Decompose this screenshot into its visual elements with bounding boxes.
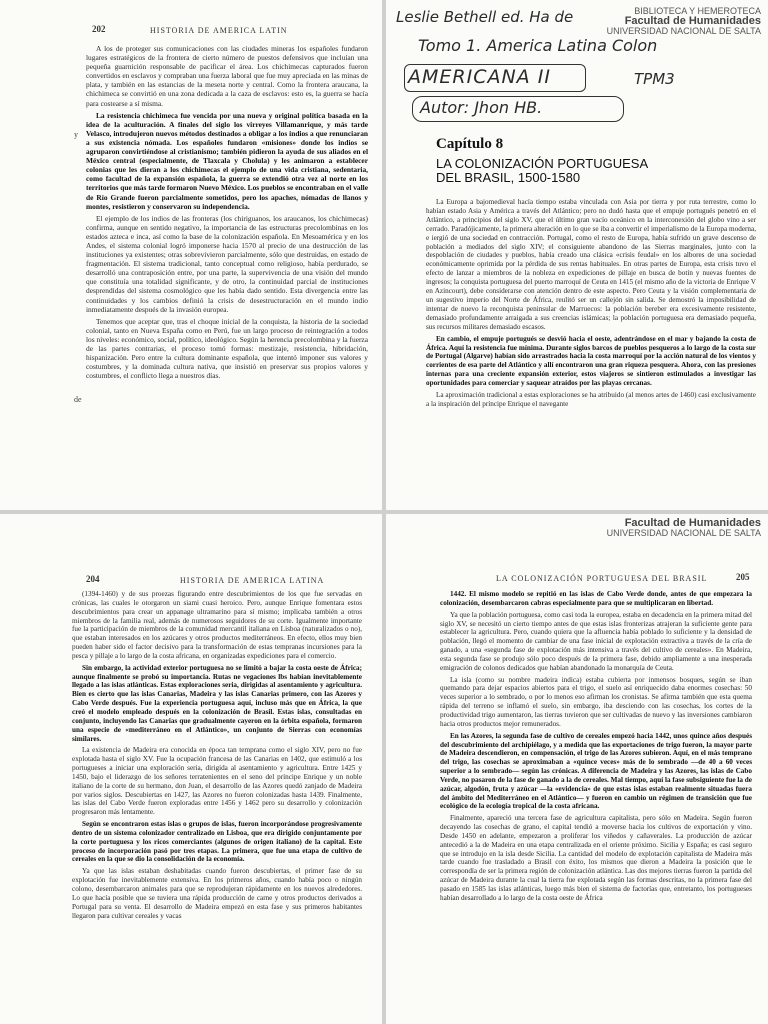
paragraph: A los de proteger sus comunicaciones con las ciudades mineras los españoles fundaron lugares estratégicos de la frontera de cierto número de puestos defensivos que incluían una pequeña guarnición responsable de pacificar el área. Los chichimecas capturados fueron convertidos en esclavos y compraban una fuerza laboral que fue muy apreciada en las minas de plata, y también en las estancias de la meseta norte y central. Como la frontera araucana, la chichimeca se convirtió en una zona dedicada a la caza de esclavos: esto es, la guerra se hacía para costearse a sí misma. — [86, 44, 368, 108]
handwritten-line: Leslie Bethell ed. Ha de — [396, 8, 574, 26]
chapter-title-line: LA COLONIZACIÓN PORTUGUESA — [436, 156, 649, 171]
stamp-line: UNIVERSIDAD NACIONAL DE SALTA — [606, 528, 761, 538]
chapter-label: Capítulo 8 — [436, 136, 504, 152]
chapter-title-line: DEL BRASIL, 1500-1580 — [436, 170, 581, 185]
paragraph: 1442. El mismo modelo se repitió en las islas de Cabo Verde donde, antes de que empezara la colonización, desembarcaron cabras especialmente para que se multiplicaran en libertad. — [440, 590, 752, 607]
margin-mark: de — [74, 395, 82, 404]
page-202-body — [86, 44, 368, 383]
paragraph: Ya que las islas estaban deshabitadas cuando fueron descubiertas, el primer fase de su explotación fue inevitablemente extensiva. En los primeros años, cuando había poco o ningún colono, desembarcaron animales para que se reprodujeran rápidamente en los nuevos alrededores. Lo que hacía posible que se tuviera una rápida producción de carne y otros productos derivados a Portugal para su venta. El desarrollo de Madeira empezó en esta fase y sus primeros habitantes llegaron para cultivar cereales y vacas — [72, 867, 362, 920]
page-203-body — [426, 198, 756, 412]
paragraph: La isla (como su nombre madeira indica) estaba cubierta por inmensos bosques, según se iban quemando para dejar espacios abiertos para el trigo, el suelo así enriquecido daba enormes cosechas: 50 veces superior a lo sembrado, o por lo menos eso afirman los cronistas. Se afirma también que esta quema rápida del terreno se inflamó el suelo, sin embargo, iba desciendo con las cosechas, los cortes de la productividad trigo aumentaron, las tierras tuvieron que ser cultivadas de nuevo y las inversiones cambiaron hacia otros productos mejor remunerados. — [440, 675, 752, 728]
running-header: LA COLONIZACIÓN PORTUGUESA DEL BRASIL — [496, 574, 708, 583]
paragraph: Ya que la población portuguesa, como casi toda la europea, estaba en decadencia en la primera mitad del siglo XV, se necesitó un cierto tiempo antes de que estas islas fronterizas atrajeran la suficiente gente para establecer la agricultura. Pero, cuando quiera que la afluencia había poblado lo suficiente y la densidad de población, llegó el momento de cambiar de una fase inicial de explotación extractiva a través de la cría de ganado, a una «segunda fase de explotación más intensiva a través del cultivo de cereales». En Madeira, esta segunda fase se produjo sólo poco después de la primera fase, debido ampliamente a una inesperada emigración de colonos dedicados que habían abandonado la monarquía de Ceuta. — [440, 610, 752, 672]
running-header: HISTORIA DE AMERICA LATIN — [150, 26, 288, 35]
page-number: 205 — [736, 572, 750, 582]
paragraph: La existencia de Madeira era conocida en época tan temprana como el siglo XIV, pero no fue explotada hasta el siglo XV. Fue la ocupación francesa de las Canarias en 1402, que estimuló a los portugueses a iniciar una exploración seria, dirigida al asentamiento y agricultura. Entre 1425 y 1450, bajo el liderazgo de los señores terratenientes en el seno del príncipe Enrique y un noble italiano de la corte de su hermano, don Juan, el desarrollo de las Azores quedó zanjado de Madeira por varios siglos. Descubiertas en 1427, las Azores no fueron colonizadas hasta 1439. Finalmente, las islas del Cabo Verde fueron exploradas entre 1456 y 1462 pero su desarrollo y colonización progresaron más lentamente. — [72, 746, 362, 817]
paragraph: Según se encontraron estas islas o grupos de islas, fueron incorporándose progresivamente dentro de un sistema colonizador centralizado en Lisboa, que era dirigido conjuntamente por la corte portuguesa y los ricos comerciantes (algunos de origen italiano) de la capital. Este proceso de incorporación pasó por tres etapas. La primera, que fue una etapa de cultivo de cereales en la que se dio la consolidación de la economía. — [72, 820, 362, 864]
paragraph: La Europa a bajomedieval hacía tiempo estaba vinculada con Asia por tierra y por ruta terrestre, como lo habían estado Asia y América a través del Atlántico; pero no dudó hasta que el empuje portugués penetró en el Atlántico, a principios del siglo XV, que el último gran vacío oceánico en la interconexión del globo vino a ser cerrado. Paradójicamente, la primera alteración en lo que se iba a convertir el imperialismo de la Europa moderna, e iergió de una sociedad en contracción. Portugal, como el resto de Europa, había sufrido un grave descenso de población a mediados del siglo XIV; el consiguiente abandono de las Sierras marginales, junto con la despoblación de ciudades y pueblos, había creado una clásica «crisis feudal» en los albores de una sociedad económicamente oprimida por la pérdida de sus rentas habituales. En otras partes de Europa, esta crisis tuvo el efecto de lanzar a miembros de la nobleza en expediciones de pillaje en busca de botín y nuevas fuentes de ingresos; la conquista portuguesa del puerto marroquí de Ceuta en 1415 (el mismo año de la victoria de Enrique V en Azincourt), debe considerarse con atención dentro de este aspecto. Pero Ceuta y la visión complementaria de un sugestivo imperio del Norte de África, reulitó ser un callejón sin salida. Se demostró la imposibilidad de intentar de nuevo la reconquista peninsular de Marruecos: la población bereber era excesivamente resistente, demasiado profundamente arraigada a sus creencias islámicas; la población portuguesa era demasiado pequeña, sus recursos militares demasiado escasos. — [426, 198, 756, 331]
handwritten-box — [412, 96, 624, 122]
handwritten-line: TPM3 — [634, 70, 675, 88]
stamp-line: BIBLIOTECA Y HEMEROTECA — [634, 6, 761, 16]
paragraph: La resistencia chichimeca fue vencida por una nueva y original política basada en la idea de la aculturación. A finales del siglo los virreyes Villamanrique, y más tarde Velasco, introdujeron nuevos métodos destinados a obligar a los indios a que renunciaran a sus existencia nómada. Los españoles fundaron «misiones» donde los indios se agruparon convirtiéndose al cristianismo; también pidieron la ayuda de sus aliados en el México central (especialmente, de Tlaxcala y Cholula) y les animaron a establecer colonias que les dieran a los chichimecas el ejemplo de una vida cristiana, sedentaria, como facultad de la expansión española, la guerra se extendió otra vez al norte en los territorios que más tarde formaron Nuevo México. Los pueblos se encontraban en el valle de Río Grande fueron parcialmente sometidos, pero los apaches, nómadas de llanos y montes, resistieron y conservaron su independencia. — [86, 110, 368, 211]
paragraph: La aproximación tradicional a estas exploraciones se ha atribuido (al menos artes de 1460) casi exclusivamente a la inspiración del príncipe Enrique el navegante — [426, 391, 756, 408]
handwritten-line: Autor: Jhon HB. — [420, 98, 543, 117]
stamp-line: Facultad de Humanidades — [624, 15, 761, 27]
handwritten-line: Tomo 1. America Latina Colon — [418, 36, 658, 55]
page-204-body — [72, 590, 362, 923]
library-stamp — [596, 518, 761, 538]
paragraph: En cambio, el empuje portugués se desvió hacia el oeste, adentrándose en el mar y bajando la costa de África. Aquí la resistencia fue mínima. Durante siglos barcos de pueblos pesqueros a lo largo de la costa sur de Portugal (Algarve) habían sido arrastrados hacia la costa marroquí por la acción natural de los vientos y corrientes de esa parte del Atlántico y allí encontraron una gran riqueza pesquera. Ahora, con las presiones internas para una creciente expansión exterior, estos viajeros se sintieron estimulados a investigar las oportunidades para comerciar y saquear atraídos por las playas cercanas. — [426, 334, 756, 388]
running-header: HISTORIA DE AMERICA LATINA — [180, 576, 325, 585]
paragraph: Finalmente, apareció una tercera fase de agricultura capitalista, pero sólo en Madeira. Según fueron decayendo las cosechas de grano, el capital tendió a moverse hacia los cultivos de exportación y vino. Desde 1450 en adelante, empezaron a proliferar los viñedos y cañaverales. La producción de azúcar antecedió a la de Madeira en una etapa centralizada en el oriente próximo. Sicilia y España; es casi seguro que se introdujo en la isla desde Sicilia. La cantidad del modelo de explotación capitalista de Madeira más tarde cuando fue trasladado a Brasil con éxito, los mismos que dieron a Madeira la posición que le correspondía de ser la primera región de colonización atlántica. Las dos mejores tierras fueron la partida del azúcar de Madeira durante la cual la tierra fue explotada según las formas descritas, no la primera fase del pasado en 1585 las islas atlánticas, luego más bien el sistema de factorías que, entretanto, los portugueses habían desarrollado a lo largo de la costa oeste de África — [440, 814, 752, 902]
margin-mark: y — [74, 130, 78, 139]
paragraph: Tenemos que aceptar que, tras el choque inicial de la conquista, la historia de la sociedad colonial, tanto en Nueva España como en Perú, fue un largo proceso de reintegración a todos los niveles: económico, social, político, ideológico. Según la herencia precolombina y la fuerza de las partes contrarias, el proceso tomó formas: mestizaje, resistencia, hibridación, hispanización. Pero entre la cultura dominante española, que intentó imponer sus valores y costumbres, y la dominada cultura nativa, que insistió en preservar sus propios valores y costumbres, el conflicto llega a nuestros días. — [86, 316, 368, 381]
page-number: 204 — [86, 574, 100, 584]
page-202 — [0, 0, 382, 510]
library-stamp — [601, 6, 761, 36]
page-203 — [386, 0, 768, 510]
page-number: 202 — [92, 24, 106, 34]
paragraph: (1394-1460) y de sus proezas figurando entre descubrimientos de los que fue servadas en crónicas, las cuales le otorgaron un siami cuasi heroico. Pero, aunque Enrique fomentara estos descubrimientos para crear un appanage ultramarino para sí mismo; implicaba también a otros miembros de la familia real, además de numerosos seguidores de su corte. Igualmente importante fue la participación de miembros de la comunidad mercantil italiana en Lisboa (naturalizados o no), que estaban interesados en los azúcares y otros productos mediterráneos. En efecto, ellos muy bien pueden haber sido el factor decisivo para la transformación de estas tempranas incursiones para la pesca y pillaje a lo largo de la costa africana, en organizadas expediciones para el comercio. — [72, 590, 362, 660]
page-205-body — [440, 590, 752, 906]
handwritten-box — [404, 64, 586, 92]
stamp-line: Facultad de Humanidades — [624, 517, 761, 529]
page-205 — [386, 514, 768, 1024]
handwritten-line: AMERICANA II — [408, 66, 551, 88]
paragraph: El ejemplo de los indios de las fronteras (los chiriguanos, los araucanos, los chichimecas) confirma, aunque en sentido negativo, la importancia de las estructuras precolombinas en los estados azteca e inca, así como la base de la colonización española. En Mesoamérica y en los Andes, el sistema colonial logró imponerse hacia 1570 al precio de una destrucción de las instituciones ya existentes; otras sobrevivieron parcialmente, sólo que destruidas, en estado de fragmentación. El sistema tradicional, tanto conceptual como religioso, había perdurado, se desarrolló una contraposición entre, por una parte, la supervivencia de una visión del mundo que constituía una totalidad significante, y de otro, la continuidad parcial de instituciones desprendidas del sistema cosmológico que les había dado sentido. Esta divergencia entre las continuidades y los cambios definió la crisis de desestructuración en el mundo indio inmediatamente después de la invasión europea. — [86, 213, 368, 314]
paragraph: En las Azores, la segunda fase de cultivo de cereales empezó hacia 1442, unos quince años después del descubrimiento del archipiélago, y a medida que las exportaciones de trigo fueron, la mayor parte de Madeira descendieron, en compensación, el trigo de las Azores subieron. Aquí, en el más temprano del trigo, las cosechas se aproximaban a «quince veces» más de lo sembrado —de 40 a 60 veces superior a lo sembrado— según las crónicas. A diferencia de Madeira y las Azores, las islas de Cabo Verde, no pasaron de la fase de ganado a la de cereales. Mal tiempo, aquí la fase subsiguiente fue la de azúcar, algodón, fruta y azúcar —la «evidencia» de que estas islas estaban realmente situadas fuera del ámbito del Mediterráneo en el Atlántico— y fueron en cambio un régimen de transición que fue ecológico de la ecología tropical de la costa africana. — [440, 731, 752, 811]
paragraph: Sin embargo, la actividad exterior portuguesa no se limitó a bajar la costa oeste de África; aunque finalmente se probó su importancia. Rutas ne vegaciones lbs habían inevitablemente llegado a las islas atlánticas. Estas exploraciones seria, dirigidas al asentamiento y agricultura. Bien es cierto que las islas Canarias, Madeira y las islas Canarias primero, con las Azores y Cabo Verde después. Fue la experiencia portuguesa aquí, incluso más que en África, la que creó el modelo empleado después en la colonización de Brasil. Estas islas, consultadas en conjunto, incluyendo las Canarias que gradualmente cayeron en la órbita española, formaron una especie de «mediterráneo en el Atlántico», un conjunto de Sierras con economías similares. — [72, 663, 362, 743]
stamp-line: UNIVERSIDAD NACIONAL DE SALTA — [606, 26, 761, 36]
page-204 — [0, 514, 382, 1024]
